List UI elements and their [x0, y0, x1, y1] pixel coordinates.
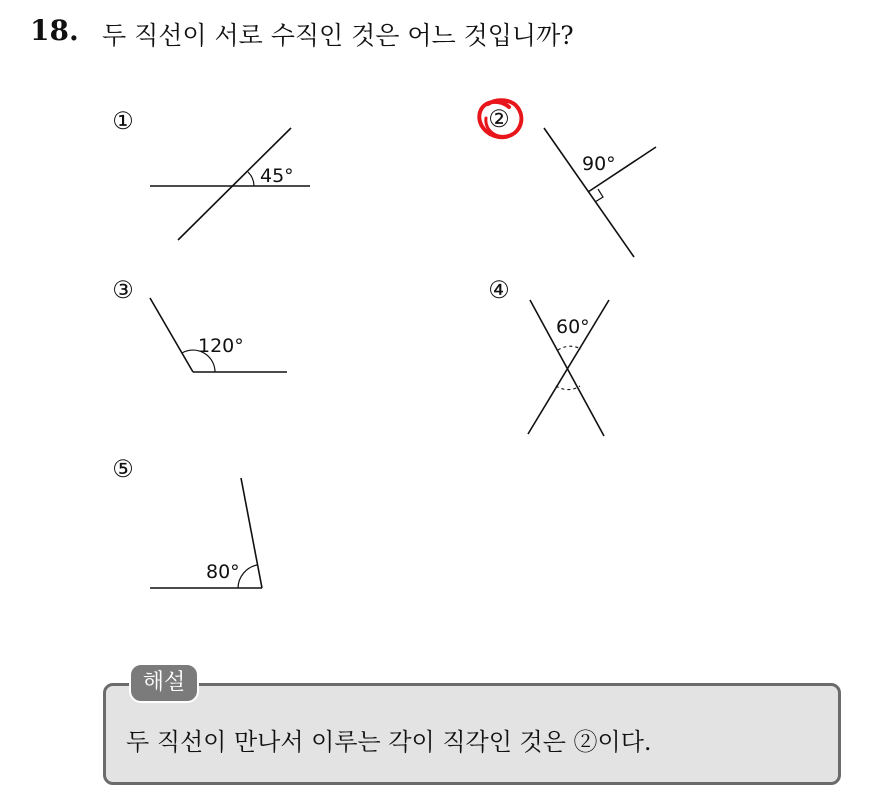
option-marker-2[interactable]: ② — [488, 105, 510, 133]
fig3-slanted-line — [150, 298, 193, 372]
fig2-long-line — [544, 128, 634, 257]
fig5-angle-label: 80° — [206, 561, 240, 583]
fig3-angle-label: 120° — [198, 335, 244, 357]
fig2-angle-label: 90° — [582, 153, 616, 175]
fig5-angle-arc — [238, 565, 257, 588]
option-marker-5[interactable]: ⑤ — [112, 455, 134, 483]
option-marker-4[interactable]: ④ — [488, 276, 510, 304]
question-number: 18. — [30, 14, 79, 47]
explanation-tab: 해설 — [129, 663, 199, 703]
fig4-top-angle-arc — [558, 346, 581, 350]
option-marker-3[interactable]: ③ — [112, 276, 134, 304]
fig4-angle-label: 60° — [556, 316, 590, 338]
figure-1-angle-45 — [150, 128, 310, 240]
figure-2-angle-90 — [544, 128, 656, 257]
question-text: 두 직선이 서로 수직인 것은 어느 것입니까? — [102, 21, 574, 50]
option-marker-1[interactable]: ① — [112, 107, 134, 135]
fig1-angle-arc — [248, 172, 254, 186]
figure-5-angle-80 — [150, 478, 262, 588]
fig1-angle-label: 45° — [260, 165, 294, 187]
fig5-slanted-line — [241, 478, 262, 588]
fig2-right-angle-mark — [595, 189, 603, 202]
explanation-text: 두 직선이 만나서 이루는 각이 직각인 것은 ②이다. — [126, 728, 652, 756]
answer-circle-mark — [479, 100, 521, 137]
figure-3-angle-120 — [150, 298, 287, 372]
figure-4-angle-60 — [528, 300, 609, 436]
